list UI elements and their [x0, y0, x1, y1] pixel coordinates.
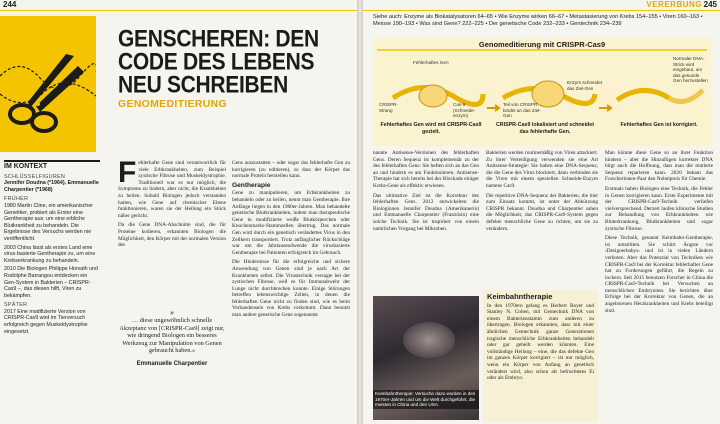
key-figures: Jennifer Doudna (*1964), Emmanuelle Charpentier (*1968): [4, 180, 99, 193]
quote-text: … diese ungewöhnlich schnelle Akzeptanz von [CRISPR-Cas9] zeigt nur, wie dringend Biologen ein besseres Werkzeug zur Manipulation von Genen gebraucht haben.«: [119, 317, 225, 355]
key-figures-label: SCHLÜSSELFIGUREN: [4, 173, 66, 180]
body-text: Gens auszustatten – oder sogar das fehlerhafte Gen zu korrigieren (zu editieren), so dass der Körper das normale Protein herstellen kann.: [232, 160, 350, 180]
right-body-column-1: [373, 150, 479, 235]
body-text: ehlerhafte Gene sind verantwortlich für viele Erbkrankheiten, zum Beispiel zystische Fibrose und Muskeldystrophie. Traditionell war es nur möglich, die Symptome zu lindern, aber nicht, die Krankheiten zu heilen. Sobald Biologen jedoch verstanden hatten, wie Gene auf chemischer Ebene funktionieren, waren sie der Heilung ein Stück näher gerückt.: [118, 160, 226, 219]
earlier-label: FRÜHER: [4, 196, 29, 203]
left-body-column-2: [232, 160, 350, 322]
body-text: Die repetitive DNA-Sequenz der Bakterien, die hier zum Einsatz kommt, ist unter der Abkürzung CRISPR bekannt. Doudna und Charpentier sahen die Möglichkeit, das CRISPR-Cas9-System gegen defekte menschliche Gene zu richten, um sie zu verändern.: [486, 192, 598, 232]
body-text: Die Hindernisse für die erfolgreiche und sichere Anwendung von Genen sind je nach Art der Krankheiten selbst. Die Virustechnik versagte bei der zystischen Fibrose, weil es für Immunabwehr der Lunge nicht durchbrechen konnte. Einige Störungen betreffen lebenswichtige Zellen, in denen die fehlerhaften Gene nicht zu finden sind, wie es beim Vorhandensein von Krebs vorkommt. Dann benutzt man andere genetische Gene sogenannte: [232, 259, 350, 319]
see-also: Siehe auch: Enzyme als Biokatalysatoren 64–65 • Wie Enzyme wirken 66–67 • Metastasierung von Krebs 154–155 • Viren 160–163 • Meiose 190–193 • Was sind Gene? 222–225 • Der genetische Code 232–233 • Gentechnik 234–239: [373, 14, 703, 27]
crispr-diagram: [373, 38, 711, 146]
page-header: [0, 0, 357, 11]
info-box-title: Keimbahntherapie: [487, 292, 553, 301]
left-body-column-1: [118, 156, 226, 252]
scissors-illustration-box: [0, 16, 96, 152]
cas9-enzyme: [419, 85, 447, 107]
diagram-caption-3: Fehlerhaftes Gen ist korrigiert.: [620, 122, 698, 128]
page-number-left: 244: [3, 0, 17, 9]
label-cut: Teil von CRISPR bindet an das Ziel-Gen: [503, 102, 541, 118]
section-heading: Gentherapie: [232, 181, 271, 189]
label-normal-dna: Normaler DNA-Strick wird eingebaut, um das gesunde Gen herzustellen: [673, 56, 708, 83]
quote-author: Emmanuelle Charpentier: [136, 360, 208, 367]
label-defective-gene: Fehlerhaftes Gen: [413, 60, 449, 65]
microscope-image: [403, 322, 455, 358]
diagram-caption-1: Fehlerhaftes Gen wird mit CRISPR-Cas9 gezielt.: [380, 122, 482, 135]
right-body-column-2: [486, 150, 598, 235]
body-text: Gene zu manipulieren, um Erbkrankheiten zu behandeln oder zu heilen, nennt man Gentherapie. Ihre Anfänge liegen in den 1980er-Jahren. Man behandelte genetische Blutkrankheiten, indem man therapeutische Gene in modifizierte weiße Blutkörperchen oder Knochenmarks-Stammzellen übertrug. Das normale Gen wird durch ein genetisch verändertes Virus in den Zellkern transportiert. Trotz anfänglicher Rückschläge war um die Jahrtausendwende die virusbasierte Gentherapie bei Patienten erfolgreich im Gebrauch.: [232, 190, 350, 256]
scissors-icon: [0, 16, 96, 152]
body-text: Diese Technik, genannt Keimbahn-Gentherapie, ist umstritten. Sie schürt Ängste vor ›Designerbabys‹ und ist in vielen Ländern verboten. Aber das Potenzial von Techniken wie CRISPR-Cas9 bei der Korrektur fehlerhafter Gene hat zu Forderungen geführt, die Regeln zu lockern. Seit 2015 benutzen Forscher in China die CRISPR-Cas9-Technik bei Versuchen an menschlichen Embryonen. Sie berichten über Erfolge bei der Korrektur von Genen, die an angeborenen Herzkrankheiten und Krebs beteiligt sind.: [605, 235, 713, 314]
body-text: Da die Gene DNA-Abschnitte sind, die für Proteine kodieren, erkannten Biologen die Möglichkeit, den Körper mit der normalen Version des: [118, 222, 226, 249]
label-crispr: CRISPR-Strang: [379, 102, 398, 113]
body-text: nannte Antisense-Versionen des fehlerhaften Gens. Deren Sequenz ist komplementär zu der des fehlerhaften Gens: Sie heften sich an das Gen an und hindern es am Funktionieren. Antisense-Therapie hat sich bereits bei der Blockade einiger Krebs-Gene als effektiv erwiesen.: [373, 150, 479, 189]
drop-cap: F: [118, 156, 137, 189]
context-heading: IM KONTEXT: [4, 160, 100, 171]
arrow-icon: [599, 105, 611, 111]
context-entry-2003: 2003 China lässt als erstes Land eine virus-basierte Gentherapie zu, um eine Krebserkrankung zu behandeln.: [4, 244, 96, 264]
later-label: SPÄTER: [4, 302, 28, 309]
context-sidebar: [4, 160, 100, 335]
context-entry-2010: 2010 Die Biologen Philippe Horvath und Rodolphe Barrangou entdecken ein Gen-System in Bakterien – CRISPR-Cas9 –, das diesen hilft, Viren zu bekämpfen.: [4, 266, 98, 299]
page-number-right: 245: [703, 0, 717, 9]
dna-strand: [617, 90, 669, 100]
arrow-icon: [487, 105, 499, 111]
page-subtitle: GENOMEDITIERUNG: [118, 98, 227, 110]
right-page: [363, 0, 720, 424]
page-title: GENSCHEREN: DEN CODE DES LEBENS NEU SCHREIBEN: [118, 25, 319, 99]
context-entry-1980: 1980 Martin Cline, ein amerikanischer Genetiker, probiert als Erster eine Gentherapie aus: um eine erbliche Blutkrankheit zu behandeln. Die Ergebnisse des Versuchs werden nie veröffentlicht.: [4, 202, 93, 242]
left-page: [0, 0, 357, 424]
label-cas9: Cas-9 (Schneide-enzym): [453, 102, 476, 118]
info-box: [483, 290, 598, 422]
running-head: VERERBUNG: [646, 0, 702, 9]
body-text: Erstmals haben Biologen eine Technik, die Fehler in Genen korrigieren kann. Erste Experimente mit der CRISPR-Cas9-Technik verliefen vielversprechend. Derzeit laufen klinische Studien zur Behandlung von Erbkrankheiten wie Bluterkrankung, Blutkrankheiten und sogar zystische Fibrose.: [605, 185, 713, 232]
body-text: Das ultimative Ziel ist die Korrektur des fehlerhaften Gens. 2012 entwickelten die Biologinnen Jennifer Doudna (Amerikanerin) und Emmanuelle Charpentier (Französin) eine solche Technik. Sie ist inspiriert von einem natürlichen Vorgang bei Mikroben.: [373, 192, 479, 232]
photo-caption: Keimbahntherapie: Versuche dazu wurden in den 1970er-Jahren und um die Welt durchgeführt, die meisten in China und den USA.: [373, 390, 479, 409]
body-text: Man könnte diese Gene so an ihrer Funktion hindern – aber die Hinzufügen korrekter DNA birgt auch die Hoffnung, dass man die mutierte Sequenz reparieren kann. 2020 bekam das Forscherinnen-Paar den Nobelpreis für Chemie.: [605, 150, 713, 183]
dna-strand-repaired: [669, 90, 703, 102]
diagram-title: Genomeditierung mit CRISPR-Cas9: [478, 40, 606, 49]
info-box-text: In den 1970ern gelang es Herbert Boyer und Stanley N. Cohen, mit Gentechnik DNA von einem Bakterienstamm zum anderen zu übertragen. Biologen erkannten, dass mit einer ähnlichen Gentechnik ganze Generationen tragische menschliche Erbkrankheiten behandelt oder gar geheilt werden könnten. Eine vollständige Heilung – eine, die das defekte Gen im ganzen Körper korrigiert – ist nur möglich, wenn ein Körper von Anfang an genetisch verändert wird, also schon als befruchtetes Ei oder als Embryo.: [487, 302, 594, 382]
body-text: Bakterien werden routinemäßig von Viren attackiert. Zu ihrer Verteidigung verwenden sie eine Art Antisense-Strategie: Sie haben eine DNA-Sequenz, die die Gene des Virus blockiert, dann verbinden sie die Viren mit einem speziellen Schneide-Enzym namens Cas9.: [486, 150, 598, 189]
right-body-column-3: [605, 150, 713, 317]
diagram-caption-2: CRISPR-Cas9 lokalisiert und schneidet das fehlerhafte Gen.: [495, 122, 595, 135]
pull-quote: [118, 308, 226, 367]
label-enzyme: Enzym schneidet das Ziel-Gen: [567, 80, 602, 91]
quote-mark: »: [170, 308, 174, 317]
context-entry-2017: 2017 Eine modifizierte Version von CRISPR-Cas9 wird im Tierversuch erfolgreich gegen Muskeldystrophie eingesetzt.: [4, 308, 88, 335]
